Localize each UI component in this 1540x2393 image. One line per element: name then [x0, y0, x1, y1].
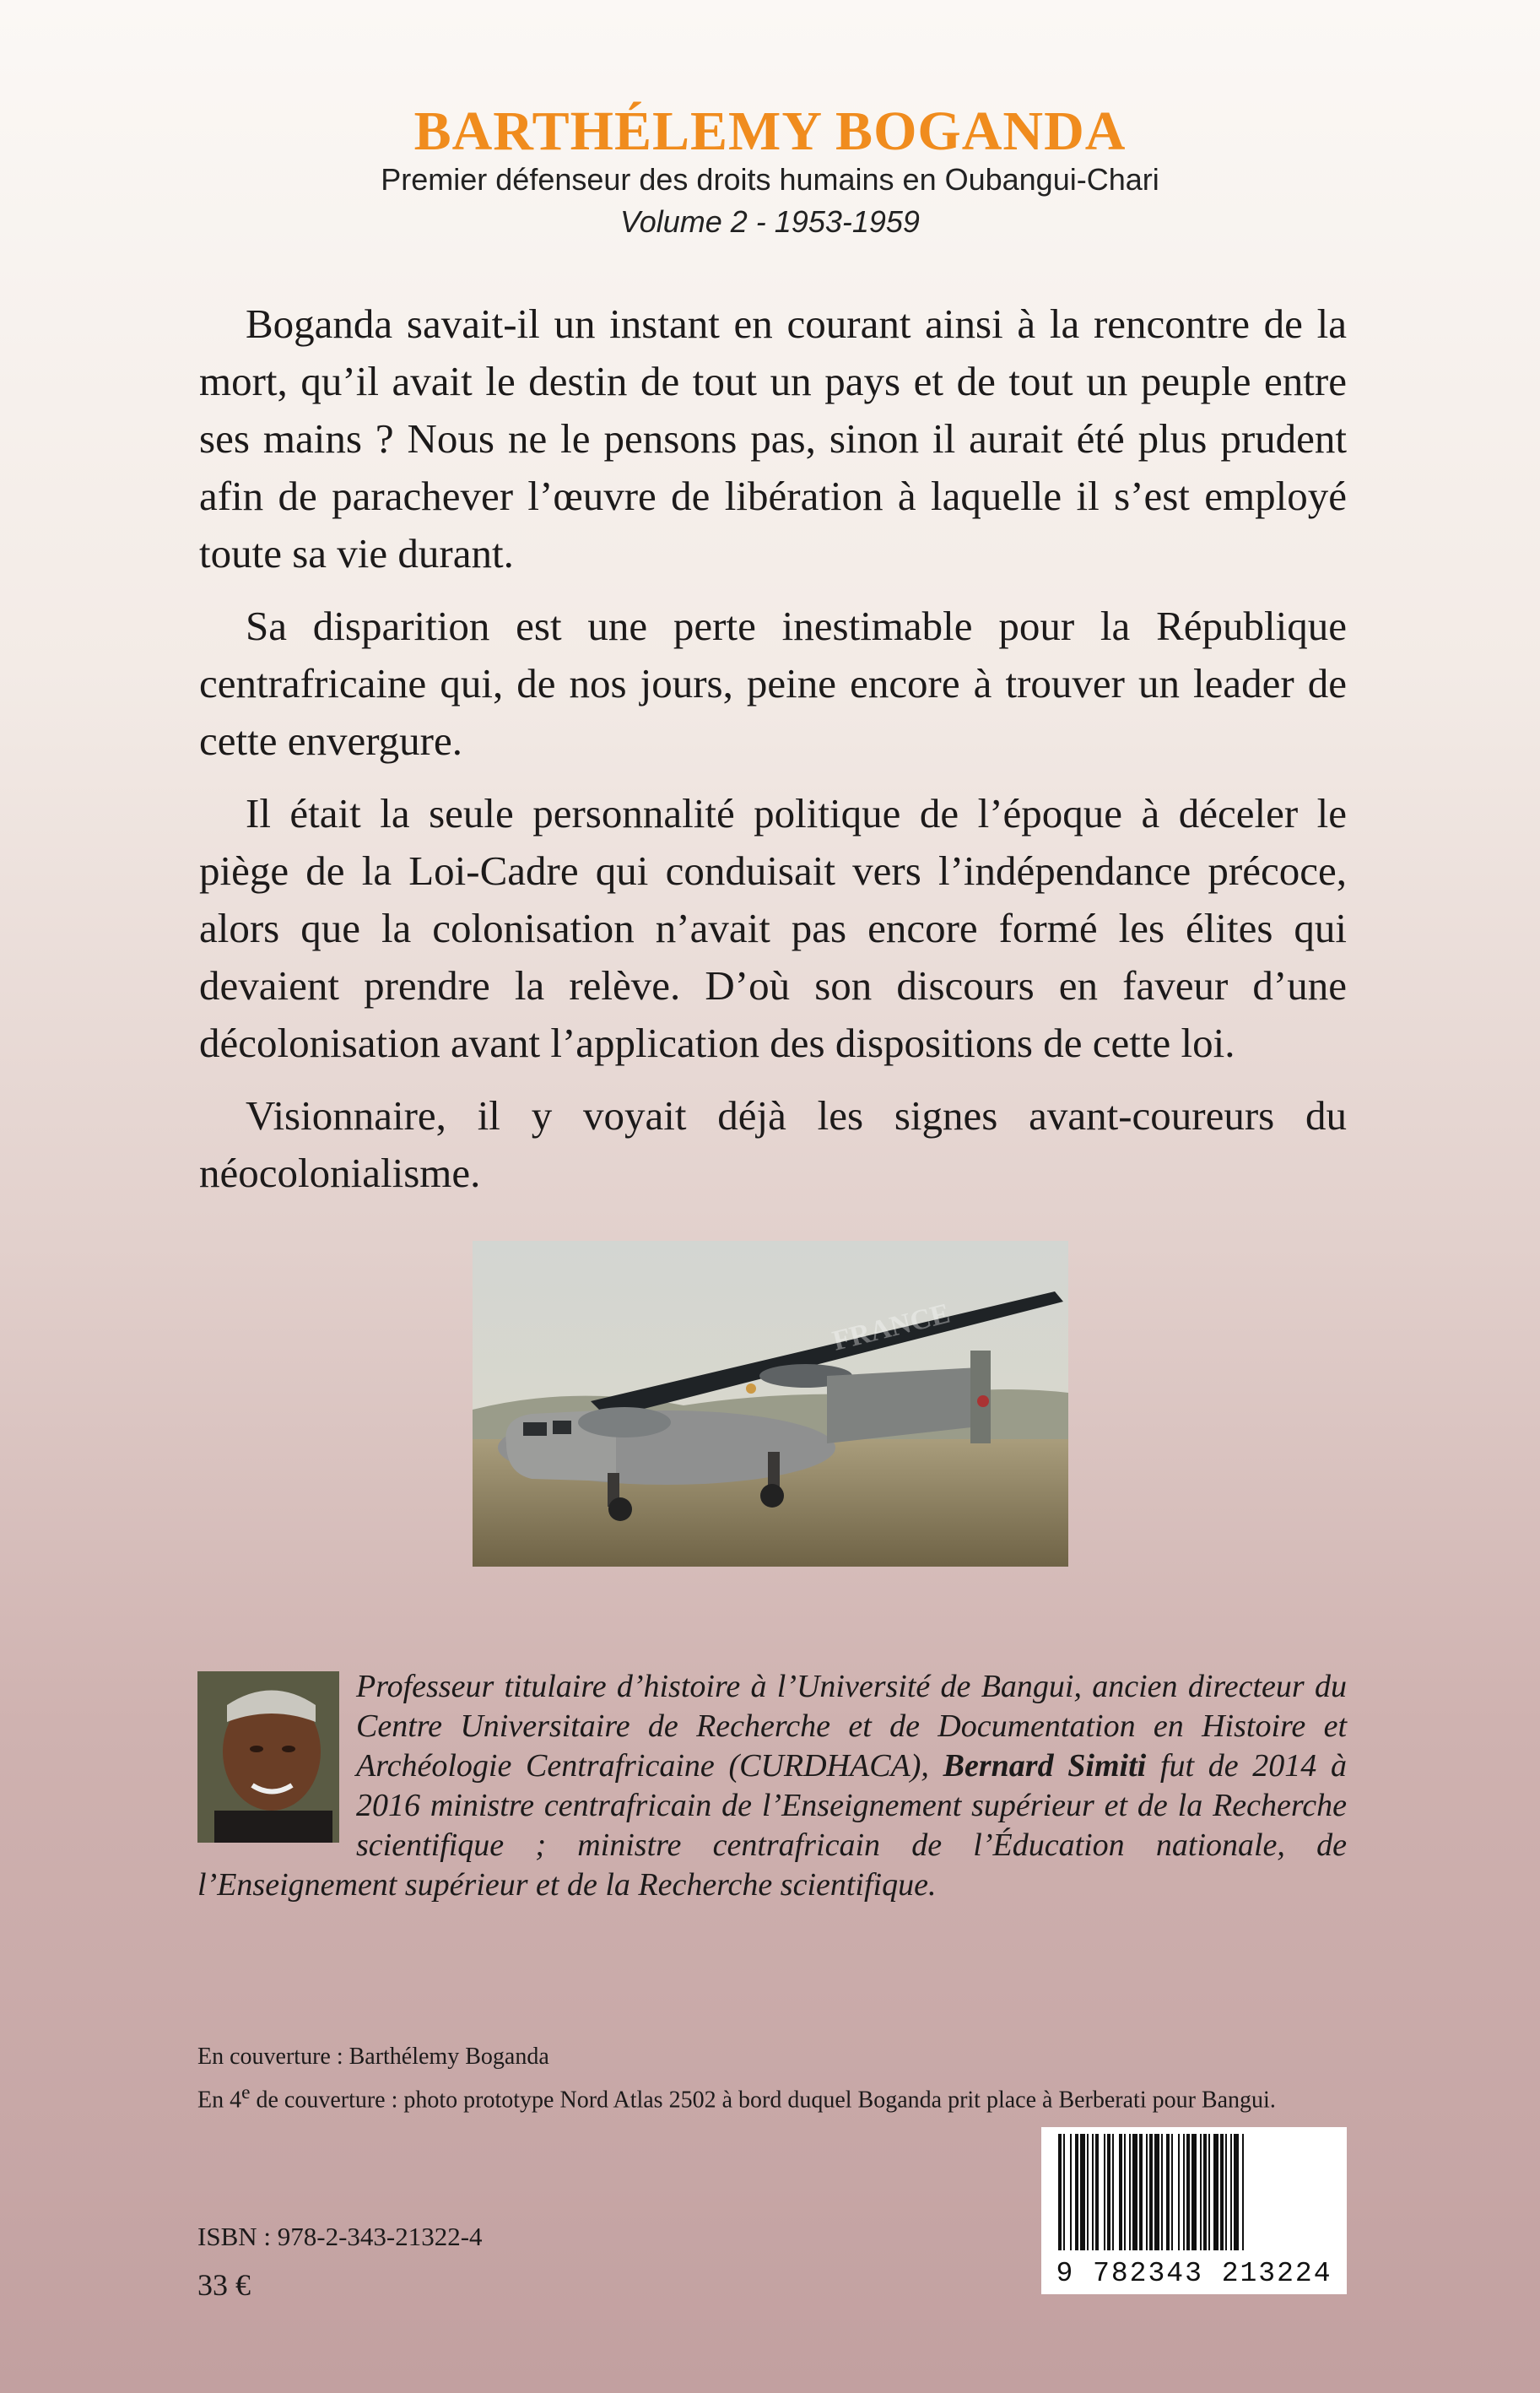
- paragraph: Il était la seule personnalité politique de l’époque à déceler le piège de la Loi-Cadre qui conduisait vers l’indépendance précoce, alors que la colonisation n’avait pas encore formé les élites qui devaient prendre la relève. D’où son discours en faveur d’une décolonisation avant l’application des dispositions de cette loi.: [199, 790, 1347, 1066]
- barcode-bar: [1220, 2134, 1224, 2250]
- barcode-bar: [1092, 2134, 1094, 2250]
- nord-atlas-photo: [473, 1241, 1068, 1567]
- barcode-bar: [1166, 2134, 1170, 2250]
- barcode-bar: [1132, 2134, 1137, 2250]
- barcode-bar: [1191, 2134, 1197, 2250]
- author-bio-part1: Professeur titulaire d’histoire à l’Université de Bangui, ancien directeur du Centre Universitaire de Recherche et de Documentation en Histoire et Archéologie Centrafricaine (CURDHACA),: [356, 1669, 1347, 1784]
- barcode-bar: [1149, 2134, 1153, 2250]
- barcode-bar: [1075, 2134, 1078, 2250]
- barcode-bar: [1186, 2134, 1190, 2250]
- barcode-bar: [1112, 2134, 1114, 2250]
- back-credit-prefix: En 4: [197, 2087, 242, 2114]
- paragraph: Boganda savait-il un instant en courant ainsi à la rencontre de la mort, qu’il avait le destin de tout un pays et de tout un peuple entre ses mains ? Nous ne le pensons pas, sinon il aurait été plus prudent afin de parachever l’œuvre de libération à laquelle il s’est employé toute sa vie durant.: [199, 300, 1347, 577]
- barcode-bar: [1234, 2134, 1239, 2250]
- barcode-bar: [1213, 2134, 1218, 2250]
- barcode-bar: [1154, 2134, 1159, 2250]
- photo-watermark: FRANCE: [829, 1297, 954, 1357]
- back-cover-text: [199, 295, 1347, 1217]
- isbn-label: ISBN : 978-2-343-21322-4: [197, 2222, 483, 2251]
- barcode-bar: [1104, 2134, 1105, 2250]
- barcode-bar: [1080, 2134, 1085, 2250]
- barcode-bar: [1225, 2134, 1227, 2250]
- barcode-bar: [1107, 2134, 1110, 2250]
- barcode-bar: [1161, 2134, 1163, 2250]
- back-credit-text: de couverture : photo prototype Nord Atlas 2502 à bord duquel Boganda prit place à Berberati pour Bangui.: [250, 2087, 1276, 2114]
- barcode-bar: [1139, 2134, 1143, 2250]
- author-bio-part2: fut de 2014 à 2016 ministre centrafricain de l’Enseignement supérieur et de la Recherche scientifique ; ministre centrafricain de l’Éducation nationale, de l’Enseignement supérieur et de la Recherche scientifique.: [197, 1748, 1348, 1903]
- airplane-illustration: [473, 1241, 1068, 1567]
- barcode-bar: [1242, 2134, 1244, 2250]
- barcode-bar: [1063, 2134, 1065, 2250]
- back-cover-credit: [197, 2078, 1345, 2114]
- book-subtitle: Premier défenseur des droits humains en Oubangui-Chari: [381, 162, 1159, 197]
- barcode-bar: [1200, 2134, 1202, 2250]
- volume-label: Volume 2 - 1953-1959: [620, 204, 920, 239]
- front-cover-credit: En couverture : Barthélemy Boganda: [197, 2044, 549, 2070]
- barcode-bar: [1124, 2134, 1126, 2250]
- barcode-bar: [1230, 2134, 1232, 2250]
- author-name: Bernard Simiti: [943, 1748, 1147, 1784]
- barcode-digits: 9 782343 213224: [1056, 2258, 1332, 2289]
- price-label: 33 €: [197, 2268, 251, 2302]
- barcode-bar: [1183, 2134, 1185, 2250]
- cover-credits: [197, 2043, 1345, 2121]
- author-bio: [197, 1667, 1347, 1905]
- book-title: BARTHÉLEMY BOGANDA: [413, 100, 1127, 162]
- barcode-bar: [1070, 2134, 1072, 2250]
- barcode-bar: [1087, 2134, 1089, 2250]
- barcode-bar: [1129, 2134, 1131, 2250]
- paragraph: Sa disparition est une perte inestimable pour la République centrafricaine qui, de nos jours, peine encore à trouver un leader de cette envergure.: [199, 603, 1347, 764]
- barcode-bar: [1203, 2134, 1207, 2250]
- barcode-bars: [1041, 2127, 1347, 2254]
- back-credit-sup: e: [241, 2082, 251, 2103]
- barcode-bar: [1058, 2134, 1062, 2250]
- barcode-bar: [1095, 2134, 1099, 2250]
- barcode-bar: [1178, 2134, 1180, 2250]
- barcode-bar: [1146, 2134, 1148, 2250]
- paragraph: Visionnaire, il y voyait déjà les signes avant-coureurs du néocolonialisme.: [199, 1092, 1347, 1196]
- barcode-bar: [1171, 2134, 1173, 2250]
- barcode-bar: [1119, 2134, 1122, 2250]
- barcode: [1041, 2127, 1347, 2294]
- barcode-bar: [1208, 2134, 1210, 2250]
